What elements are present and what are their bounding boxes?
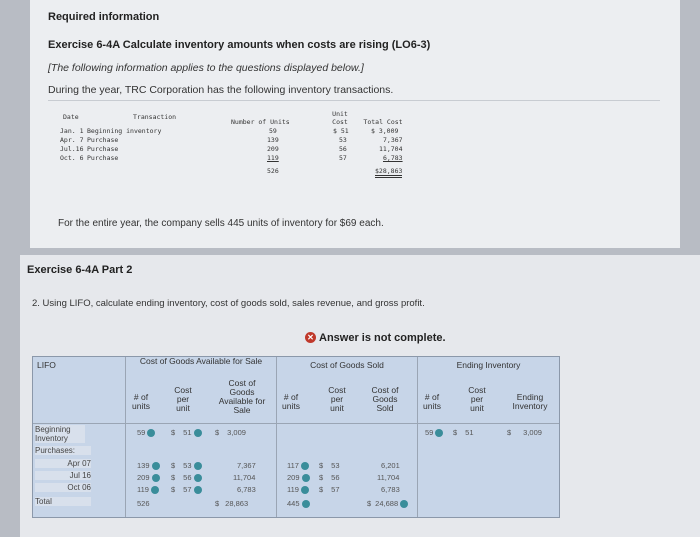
answer-status-text: Answer is not complete.	[319, 332, 446, 344]
total-sold-total-cell[interactable]	[367, 499, 408, 508]
row-label-beginning: Beginning Inventory	[35, 425, 85, 443]
grid-line	[276, 357, 277, 517]
dollar-sign: $	[453, 428, 458, 437]
cell-value: 445	[287, 499, 300, 508]
jul-avail-cell[interactable]	[233, 473, 255, 482]
sell-text: For the entire year, the company sells 445 units of inventory for $69 each.	[58, 218, 384, 229]
cell-value: 28,863	[225, 499, 249, 508]
check-icon	[152, 462, 160, 470]
oct-sold-cost-cell[interactable]	[319, 485, 340, 494]
check-icon	[194, 429, 202, 437]
cell-value: 3,009	[523, 428, 542, 437]
check-icon	[152, 474, 160, 482]
grid-line	[33, 423, 559, 424]
cell-value: 56	[331, 473, 340, 482]
dollar-sign: $	[507, 428, 512, 437]
check-icon	[302, 474, 310, 482]
cell-value: 56	[183, 473, 192, 482]
header-ending: Ending Inventory	[456, 360, 521, 370]
col-total-cost: Total Cost	[363, 118, 403, 126]
oct-cost-cell[interactable]	[171, 485, 202, 494]
apr-sold-total-cell[interactable]	[381, 461, 400, 470]
dollar-sign: $	[171, 428, 176, 437]
tx-row-cost: $ 51	[333, 127, 349, 135]
begin-avail-cell[interactable]	[215, 428, 246, 437]
jul-units-cell[interactable]	[137, 473, 160, 482]
dollar-sign: $	[319, 485, 324, 494]
dollar-sign: $	[215, 428, 220, 437]
cell-value: 117	[287, 461, 299, 470]
dollar-sign: $	[171, 485, 176, 494]
cell-value: 11,704	[233, 473, 256, 482]
part2-title: Exercise 6-4A Part 2	[27, 264, 133, 276]
tx-row-units: 139	[267, 136, 279, 144]
row-label-purchases: Purchases:	[35, 446, 91, 455]
tx-total-cost: $28,863	[375, 167, 402, 178]
cell-value: 11,704	[377, 473, 400, 482]
tx-row-total: 7,367	[383, 136, 403, 144]
tx-row-transaction: Beginning inventory	[87, 127, 162, 135]
tx-row-transaction: Purchase	[87, 136, 119, 144]
check-icon	[194, 474, 202, 482]
apr-avail-cell[interactable]	[237, 461, 256, 470]
cell-value: 139	[137, 461, 150, 470]
part2-question: 2. Using LIFO, calculate ending inventory, cost of goods sold, sales revenue, and gross profit.	[32, 298, 425, 309]
required-info-heading: Required information	[48, 11, 160, 23]
tx-row-total: 6,783	[383, 154, 403, 162]
oct-sold-units-cell[interactable]	[287, 485, 309, 494]
row-label-oct06: Oct 06	[35, 483, 91, 492]
tx-row-transaction: Purchase	[87, 154, 119, 162]
tx-row-date: Jul.16	[60, 145, 84, 153]
dollar-sign: $	[319, 461, 324, 470]
answer-status	[305, 332, 446, 344]
row-label-apr07: Apr 07	[35, 459, 91, 468]
end-total-cell[interactable]	[507, 428, 542, 437]
info-note: [The following information applies to the questions displayed below.]	[48, 62, 364, 74]
cell-value: 51	[183, 428, 192, 437]
tx-total-units: 526	[267, 167, 279, 175]
dollar-sign: $	[319, 473, 324, 482]
during-text: During the year, TRC Corporation has the following inventory transactions.	[48, 84, 394, 96]
sub-cost: Cost per unit	[174, 385, 192, 413]
divider	[48, 100, 660, 101]
apr-sold-units-cell[interactable]	[287, 461, 309, 470]
tx-row-date: Apr. 7	[60, 136, 84, 144]
tx-row-total: 11,704	[379, 145, 403, 153]
oct-sold-total-cell[interactable]	[381, 485, 400, 494]
oct-units-cell[interactable]	[137, 485, 159, 494]
tx-row-units: 119	[267, 154, 279, 162]
cell-value: 6,201	[381, 461, 400, 470]
grid-line	[125, 357, 126, 517]
cell-value: 57	[331, 485, 340, 494]
col-unit-cost: Unit Cost	[332, 110, 348, 126]
jul-sold-total-cell[interactable]	[377, 473, 399, 482]
sub-cost: Cost per unit	[468, 385, 486, 413]
oct-avail-cell[interactable]	[237, 485, 256, 494]
sub-units: # of units	[132, 392, 150, 411]
lifo-table	[32, 356, 560, 518]
tx-row-cost: 57	[339, 154, 347, 162]
cell-value: 24,688	[375, 499, 399, 508]
header-cogas: Cost of Goods Available for Sale	[139, 356, 263, 366]
total-sold-units-cell[interactable]	[287, 499, 310, 508]
check-icon	[302, 500, 310, 508]
jul-sold-cost-cell[interactable]	[319, 473, 340, 482]
total-avail-cell[interactable]	[215, 499, 248, 508]
col-date: Date	[63, 113, 79, 121]
row-label-jul16: Jul 16	[35, 471, 91, 480]
tx-row-date: Oct. 6	[60, 154, 84, 162]
transaction-table	[55, 110, 435, 195]
sub-units: # of units	[282, 392, 300, 411]
apr-sold-cost-cell[interactable]	[319, 461, 340, 470]
begin-cost-cell[interactable]	[171, 428, 202, 437]
header-cogs: Cost of Goods Sold	[310, 360, 384, 370]
cell-value: 59	[425, 428, 434, 437]
cell-value: 3,009	[227, 428, 246, 437]
tx-row-date: Jan. 1	[60, 127, 84, 135]
dollar-sign: $	[215, 499, 220, 508]
jul-cost-cell[interactable]	[171, 473, 202, 482]
sub-cogs: Cost of Goods Sold	[371, 385, 399, 413]
grid-line	[417, 357, 418, 517]
cell-value: 53	[183, 461, 192, 470]
cell-value: 7,367	[237, 461, 256, 470]
apr-cost-cell[interactable]	[171, 461, 202, 470]
cell-value: 53	[331, 461, 340, 470]
exercise-title: Exercise 6-4A Calculate inventory amounts when costs are rising (LO6-3)	[48, 39, 431, 51]
begin-units-cell[interactable]	[137, 428, 155, 437]
check-icon	[435, 429, 443, 437]
cell-value: 51	[465, 428, 474, 437]
cell-value: 6,783	[381, 485, 400, 494]
check-icon	[151, 486, 159, 494]
dollar-sign: $	[171, 461, 176, 470]
check-icon	[194, 486, 202, 494]
sub-cogas: Cost of Goods Available for Sale	[218, 378, 266, 415]
check-icon	[301, 486, 309, 494]
error-icon: ✕	[305, 332, 316, 343]
cell-value: 57	[183, 485, 192, 494]
tx-row-cost: 53	[339, 136, 347, 144]
tx-row-cost: 56	[339, 145, 347, 153]
check-icon	[194, 462, 202, 470]
tx-row-units: 209	[267, 145, 279, 153]
check-icon	[147, 429, 155, 437]
dollar-sign: $	[367, 499, 372, 508]
dollar-sign: $	[171, 473, 176, 482]
col-units: Number of Units	[231, 118, 290, 126]
col-transaction: Transaction	[133, 113, 177, 121]
total-units-cell[interactable]	[137, 499, 150, 508]
tx-row-total: $ 3,009	[371, 127, 399, 135]
cell-value: 59	[137, 428, 146, 437]
cell-value: 209	[287, 473, 300, 482]
cell-value: 209	[137, 473, 150, 482]
cell-value: 6,783	[237, 485, 256, 494]
check-icon	[301, 462, 309, 470]
sub-ending: Ending Inventory	[512, 392, 548, 411]
end-cost-cell[interactable]	[453, 428, 474, 437]
cell-value: 119	[287, 485, 299, 494]
check-icon	[400, 500, 408, 508]
cell-value: 119	[137, 485, 149, 494]
tx-row-transaction: Purchase	[87, 145, 119, 153]
apr-units-cell[interactable]	[137, 461, 160, 470]
cell-value: 526	[137, 499, 150, 508]
sub-units: # of units	[423, 392, 441, 411]
jul-sold-units-cell[interactable]	[287, 473, 310, 482]
tx-row-units: 59	[269, 127, 277, 135]
row-label-total: Total	[35, 497, 91, 506]
end-units-cell[interactable]	[425, 428, 443, 437]
sub-cost: Cost per unit	[328, 385, 346, 413]
lifo-corner: LIFO	[37, 360, 56, 370]
